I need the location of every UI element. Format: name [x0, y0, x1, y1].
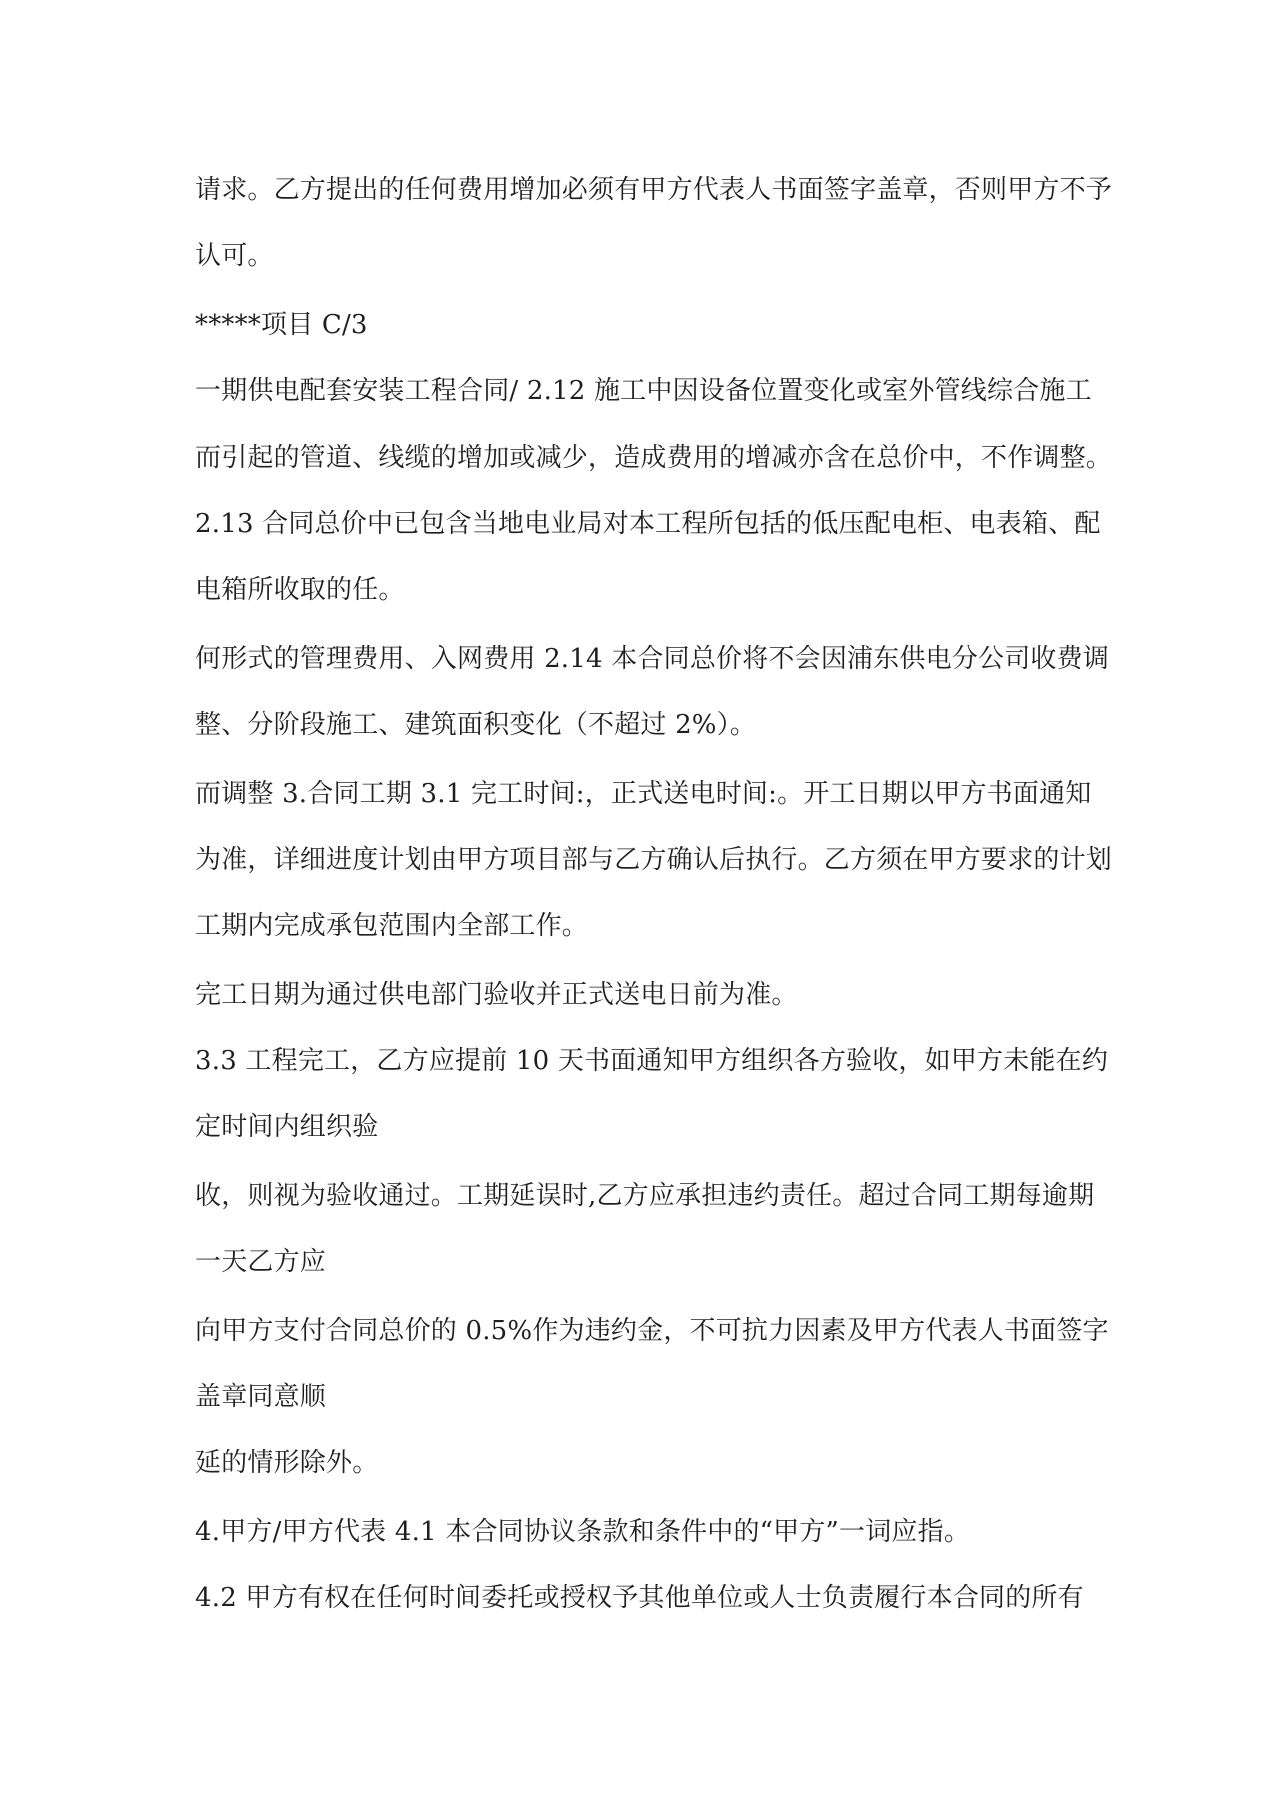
text-line: 3.3 工程完工，乙方应提前 10 天书面通知甲方组织各方验收，如甲方未能在约 [195, 1046, 1109, 1076]
text-line: 电箱所收取的任。 [195, 575, 405, 605]
text-line: 请求。乙方提出的任何费用增加必须有甲方代表人书面签字盖章，否则甲方不予 [195, 175, 1113, 205]
text-line: 而调整 3.合同工期 3.1 完工时间:，正式送电时间:。开工日期以甲方书面通知 [195, 779, 1092, 809]
text-line: 4.2 甲方有权在任何时间委托或授权予其他单位或人士负责履行本合同的所有 [195, 1583, 1084, 1613]
text-line: 为准，详细进度计划由甲方项目部与乙方确认后执行。乙方须在甲方要求的计划 [195, 845, 1113, 875]
text-line: 2.13 合同总价中已包含当地电业局对本工程所包括的低压配电柜、电表箱、配 [195, 509, 1101, 539]
text-line: 向甲方支付合同总价的 0.5%作为违约金，不可抗力因素及甲方代表人书面签字 [195, 1316, 1109, 1346]
text-line: 定时间内组织验 [195, 1112, 379, 1142]
text-line: 认可。 [195, 241, 274, 271]
text-line: 何形式的管理费用、入网费用 2.14 本合同总价将不会因浦东供电分公司收费调 [195, 644, 1110, 674]
text-line: *****项目 C/3 [195, 310, 368, 340]
text-line: 收，则视为验收通过。工期延误时,乙方应承担违约责任。超过合同工期每逾期 [195, 1181, 1095, 1211]
text-line: 完工日期为通过供电部门验收并正式送电日前为准。 [195, 980, 798, 1010]
text-line: 延的情形除外。 [195, 1448, 379, 1478]
text-line: 而引起的管道、线缆的增加或减少，造成费用的增减亦含在总价中，不作调整。 [195, 443, 1113, 473]
text-line: 4.甲方/甲方代表 4.1 本合同协议条款和条件中的“甲方”一词应指。 [195, 1517, 971, 1547]
text-line: 一期供电配套安装工程合同/ 2.12 施工中因设备位置变化或室外管线综合施工 [195, 376, 1092, 406]
text-line: 工期内完成承包范围内全部工作。 [195, 911, 589, 941]
text-line: 盖章同意顺 [195, 1382, 327, 1412]
text-line: 一天乙方应 [195, 1247, 327, 1277]
text-line: 整、分阶段施工、建筑面积变化（不超过 2%）。 [195, 710, 757, 740]
